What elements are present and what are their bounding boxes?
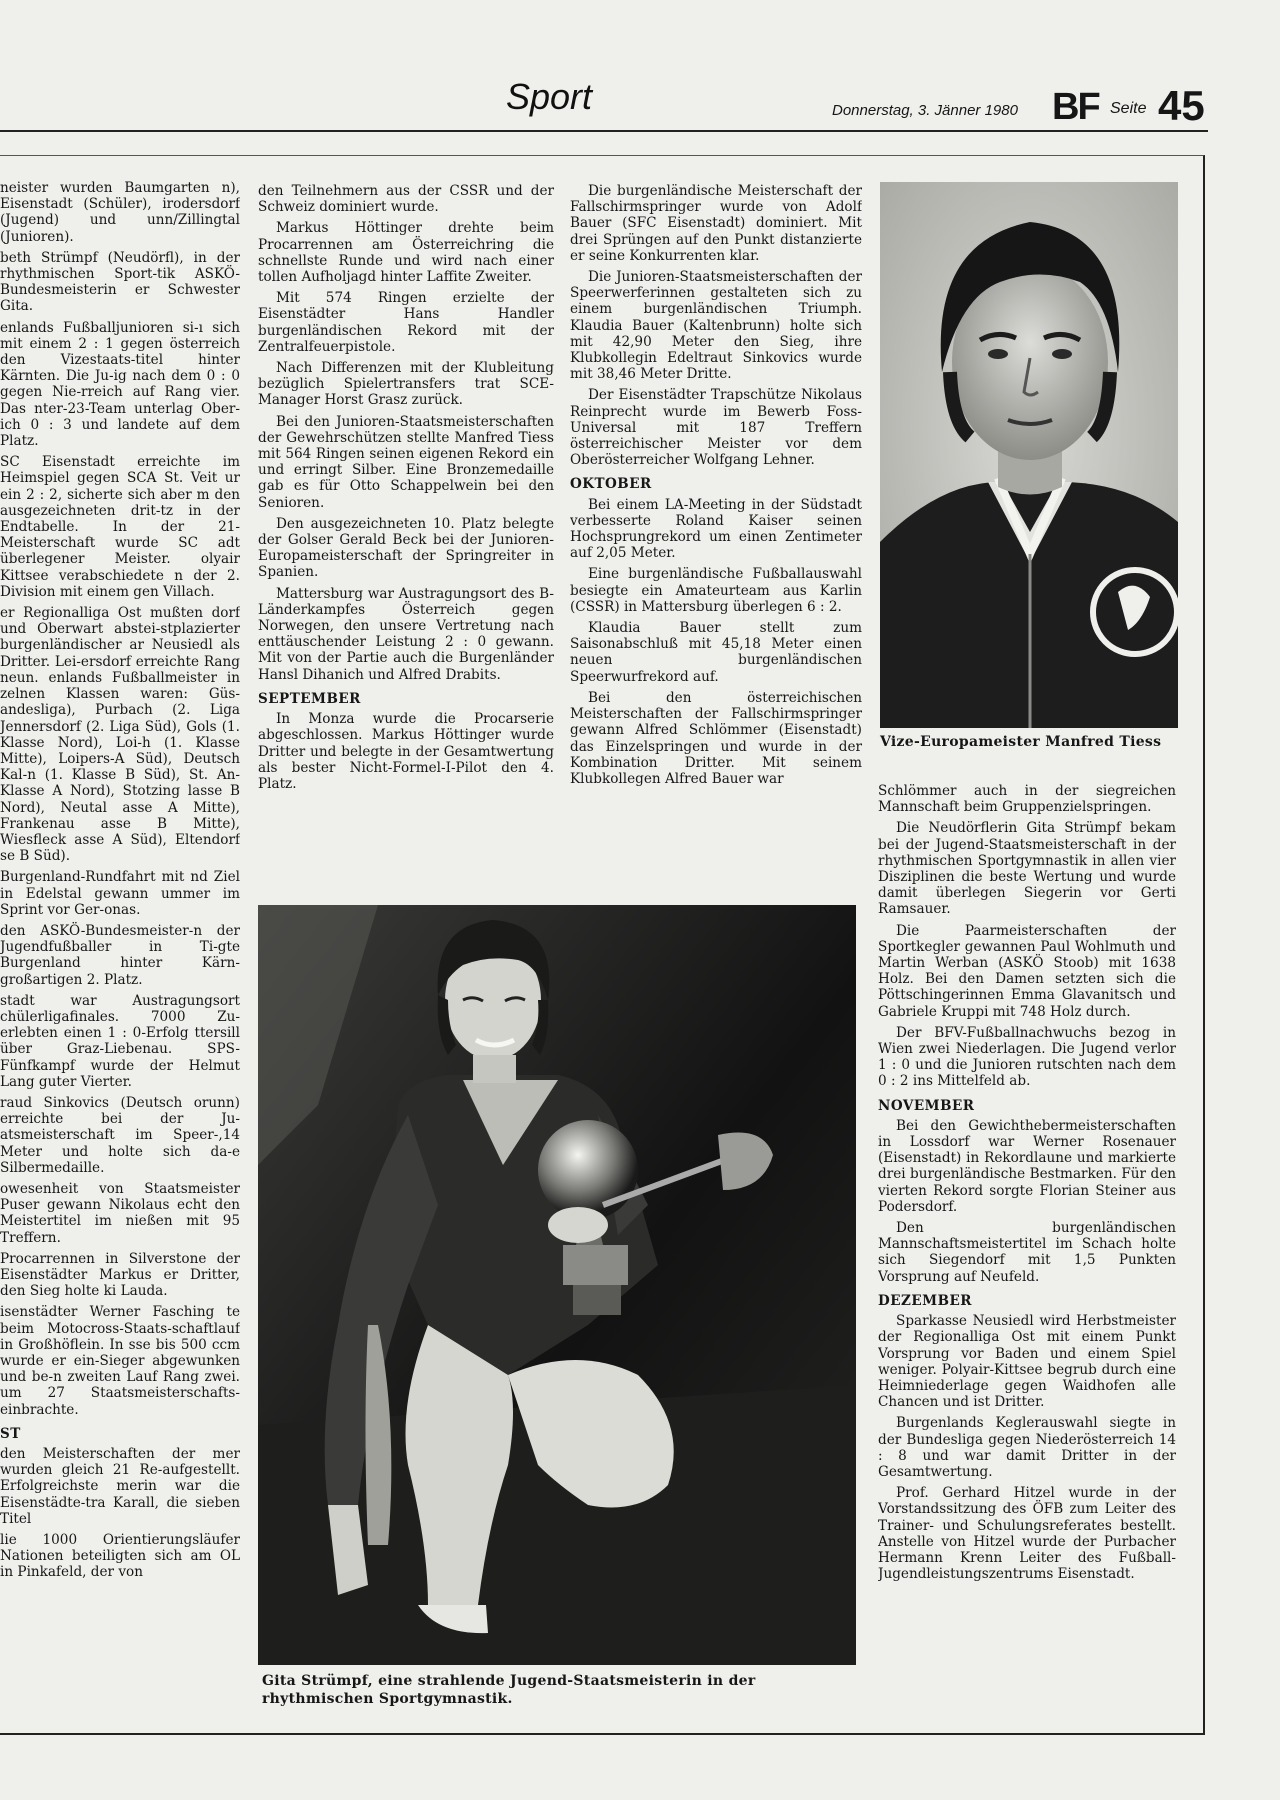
- article-column-2: [258, 183, 554, 893]
- article-column-1: [0, 180, 240, 1720]
- paragraph: Burgenland-Rundfahrt mit nd Ziel in Edelstal gewann ummer im Sprint vor Ger-onas.: [0, 869, 240, 918]
- gymnast-photo: [258, 905, 856, 1665]
- article-column-4: [878, 783, 1176, 1723]
- paragraph: Eine burgenländische Fußballauswahl besiegte ein Amateurteam aus Karlin (CSSR) in Mattersburg überlegen 6 : 2.: [570, 566, 862, 615]
- paragraph: Markus Höttinger drehte beim Procarrennen am Österreichring die schnellste Runde und wird nach einer tollen Aufholjagd hinter Laffite Zweiter.: [258, 220, 554, 286]
- paragraph: Nach Differenzen mit der Klubleitung bezüglich Spielertransfers trat SCE-Manager Horst Grasz zurück.: [258, 360, 554, 409]
- paragraph: neister wurden Baumgarten n), Eisenstadt (Schüler), irodersdorf (Jugend) und unn/Zillingtal (Junioren).: [0, 180, 240, 245]
- paragraph: den Teilnehmern aus der CSSR und der Schweiz dominiert wurde.: [258, 183, 554, 216]
- month-heading-september: SEPTEMBER: [258, 690, 361, 707]
- gymnast-caption: Gita Strümpf, eine strahlende Jugend-Staatsmeisterin in der rhythmischen Sportgymnastik.: [262, 1673, 756, 1707]
- paragraph: Die Paarmeisterschaften der Sportkegler gewannen Paul Wohlmuth und Martin Werban (ASKÖ Stoob) mit 1638 Holz. Bei den Damen setzten sich die Pöttschingerinnen Emma Glavanitsch und Gabriele Kruppi mit 748 Holz durch.: [878, 922, 1176, 1020]
- header-rule: [0, 130, 1208, 132]
- page-number: 45: [1158, 82, 1205, 129]
- paragraph: In Monza wurde die Procarserie abgeschlossen. Markus Höttinger wurde Dritter und belegte in der Gesamtwertung als bester Nicht-Formel-I-Pilot den 4. Platz.: [258, 711, 554, 792]
- paragraph: owesenheit von Staatsmeister Puser gewann Nikolaus echt den Meistertitel im nießen mit 95 Treffern.: [0, 1180, 240, 1246]
- portrait-caption: Vize-Europameister Manfred Tiess: [880, 734, 1162, 750]
- paragraph: Prof. Gerhard Hitzel wurde in der Vorstandssitzung des ÖFB zum Leiter des Trainer- und Schulungsreferates bestellt. Anstelle von Hitzel wurde der Purbacher Hermann Krenn Leiter des Fußball-Jugendleistungszentrums Eisenstadt.: [878, 1485, 1176, 1583]
- paragraph: den ASKÖ-Bundesmeister-n der Jugendfußballer in Ti-gte Burgenland hinter Kärn-großartigen 2. Platz.: [0, 922, 240, 988]
- paragraph: lie 1000 Orientierungsläufer Nationen beteiligten sich am OL in Pinkafeld, der von: [0, 1532, 240, 1581]
- newspaper-logo: BF: [1052, 86, 1099, 128]
- paragraph: SC Eisenstadt erreichte im Heimspiel gegen SCA St. Veit ur ein 2 : 2, sicherte sich aber m den ausgezeichneten drit-tz in der Endtabelle. In der 21-Meisterschaft wurde SC adt überlegener Meister. olyair Kittsee verabschiedete n der 2. Division mit einem gen Villach.: [0, 454, 240, 600]
- paragraph: Mit 574 Ringen erzielte der Eisenstädter Hans Handler burgenländischen Rekord mit der Zentralfeuerpistole.: [258, 290, 554, 355]
- paragraph: Bei den Junioren-Staatsmeisterschaften der Gewehrschützen stellte Manfred Tiess mit 564 Ringen seinen eigenen Rekord ein und erringt Silber. Eine Bronzemedaille gab es für Otto Schappelwein bei den Senioren.: [258, 413, 554, 511]
- paragraph: Der BFV-Fußballnachwuchs bezog in Wien zwei Niederlagen. Die Jugend verlor 1 : 0 und die Junioren rutschten nach dem 0 : 2 ins Mittelfeld ab.: [878, 1024, 1176, 1090]
- issue-date: Donnerstag, 3. Jänner 1980: [832, 102, 1018, 119]
- paragraph: Procarrennen in Silverstone der Eisenstädter Markus er Dritter, den Sieg holte ki Lauda.: [0, 1250, 240, 1300]
- paragraph: Die Junioren-Staatsmeisterschaften der Speerwerferinnen gestalteten sich zu einem burgenländischen Triumph. Klaudia Bauer (Kaltenbrunn) holte sich mit 42,90 Meter den Sieg, ihre Klubkollegin Edeltraut Sinkovics wurde mit 38,46 Meter Dritte.: [570, 269, 862, 383]
- paragraph: Bei den österreichischen Meisterschaften der Fallschirmspringer gewann Alfred Schlömmer (Eisenstadt) das Einzelspringen und wurde in der Kombination Dritter. Mit seinem Klubkollegen Alfred Bauer war: [570, 689, 862, 787]
- portrait-photo: [880, 182, 1178, 728]
- month-heading-november: NOVEMBER: [878, 1097, 975, 1114]
- paragraph: er Regionalliga Ost mußten dorf und Oberwart abstei-stplazierter burgenländischer ar Neusiedl als Dritter. Lei-ersdorf erreichte Rang neun. enlands Fußballmeister in zelnen Klassen waren: Güs-andesliga), Purbach (2. Liga Jennersdorf (2. Liga Süd), Gols (1. Klasse Nord), Loi-h (1. Klasse Mitte), Loipers-A Süd), Deutsch Kal-n (1. Klasse B Süd), St. An-Klasse A Nord), Stotzing lasse B Nord), Neutal asse A Mitte), Frankenau asse B Mitte), Wiesfleck asse A Süd), Eltendorf se B Süd).: [0, 605, 240, 865]
- paragraph: Mattersburg war Austragungsort des B-Länderkampfes Österreich gegen Norwegen, den unsere Vertretung nach enttäuschender Leistung 2 : 0 gewann. Mit von der Partie auch die Burgenländer Hansl Dihanich und Alfred Drabits.: [258, 585, 554, 683]
- paragraph: isenstädter Werner Fasching te beim Motocross-Staats-schaftlauf in Großhöflein. In sse bis 500 ccm wurde er ein-Sieger abgewunken und be-n zweiten Lauf Rang zwei. um 27 Staatsmeisterschafts-einbrachte.: [0, 1304, 240, 1418]
- paragraph: Sparkasse Neusiedl wird Herbstmeister der Regionalliga Ost mit einem Punkt Vorsprung vor Baden und einem Spiel weniger. Polyair-Kittsee begrub durch eine Heimniederlage gegen Waidhofen alle Chancen und ist Dritter.: [878, 1313, 1176, 1411]
- paragraph: den Meisterschaften der mer wurden gleich 21 Re-aufgestellt. Erfolgreichste merin war die Eisenstädte-tra Karall, die sieben Titel: [0, 1446, 240, 1527]
- paragraph: Burgenlands Keglerauswahl siegte in der Bundesliga gegen Niederösterreich 14 : 8 und war damit Dritter in der Gesamtwertung.: [878, 1415, 1176, 1480]
- paragraph: Der Eisenstädter Trapschütze Nikolaus Reinprecht wurde im Bewerb Foss-Universal mit 187 Treffern österreichischer Meister vor dem Oberösterreicher Wolfgang Lehner.: [570, 387, 862, 469]
- paragraph: Klaudia Bauer stellt zum Saisonabschluß mit 45,18 Meter einen neuen burgenländischen Speerwurfrekord auf.: [570, 620, 862, 685]
- paragraph: Bei den Gewichthebermeisterschaften in Lossdorf war Werner Rosenauer (Eisenstadt) in Rekordlaune und markierte drei burgenländische Bestmarken. Für den vierten Rekord sorgte Florian Steiner aus Podersdorf.: [878, 1117, 1176, 1215]
- month-heading: ST: [0, 1425, 21, 1442]
- paragraph: raud Sinkovics (Deutsch orunn) erreichte bei der Ju-atsmeisterschaft im Speer-,14 Meter und holte sich da-e Silbermedaille.: [0, 1094, 240, 1176]
- article-column-3: [570, 183, 862, 893]
- page-header: [0, 70, 1210, 135]
- paragraph: Den burgenländischen Mannschaftsmeistertitel im Schach holte sich Siegendorf mit 1,5 Punkten Vorsprung auf Neufeld.: [878, 1220, 1176, 1285]
- paragraph: Die Neudörflerin Gita Strümpf bekam bei der Jugend-Staatsmeisterschaft in der rhythmischen Sportgymnastik in allen vier Disziplinen die beste Wertung und wurde damit überlegen Siegerin vor Gerti Ramsauer.: [878, 820, 1176, 918]
- section-title: Sport: [506, 76, 593, 117]
- paragraph: beth Strümpf (Neudörfl), in der rhythmischen Sport-tik ASKÖ-Bundesmeisterin er Schwester Gita.: [0, 249, 240, 315]
- paragraph: stadt war Austragungsort chülerligafinales. 7000 Zu-erlebten einen 1 : 0-Erfolg ttersill über Graz-Liebenau. SPS-Fünfkampf wurde der Helmut Lang guter Vierter.: [0, 992, 240, 1090]
- paragraph: enlands Fußballjunioren si-ı sich mit einem 2 : 1 gegen österreich den Vizestaats-titel hinter Kärnten. Die Ju-ig nach dem 0 : 0 gegen Nie-rreich auf Rang vier. Das nter-23-Team unterlag Ober-ich 0 : 3 und landete auf dem Platz.: [0, 319, 240, 450]
- paragraph: Bei einem LA-Meeting in der Südstadt verbesserte Roland Kaiser seinen Hochsprungrekord um einen Zentimeter auf 2,05 Meter.: [570, 496, 862, 562]
- gymnast-image: [258, 905, 856, 1665]
- paragraph: Die burgenländische Meisterschaft der Fallschirmspringer wurde von Adolf Bauer (SFC Eisenstadt) dominiert. Mit drei Sprüngen auf den Punkt distanzierte er seine Konkurrenten klar.: [570, 183, 862, 264]
- month-heading-dezember: DEZEMBER: [878, 1292, 973, 1309]
- paragraph: Den ausgezeichneten 10. Platz belegte der Golser Gerald Beck bei der Junioren-Europameisterschaft der Springreiter in Spanien.: [258, 515, 554, 581]
- portrait-image: [880, 182, 1178, 728]
- page-label: Seite: [1110, 100, 1147, 117]
- month-heading-oktober: OKTOBER: [570, 476, 652, 493]
- paragraph: Schlömmer auch in der siegreichen Mannschaft beim Gruppenzielspringen.: [878, 783, 1176, 816]
